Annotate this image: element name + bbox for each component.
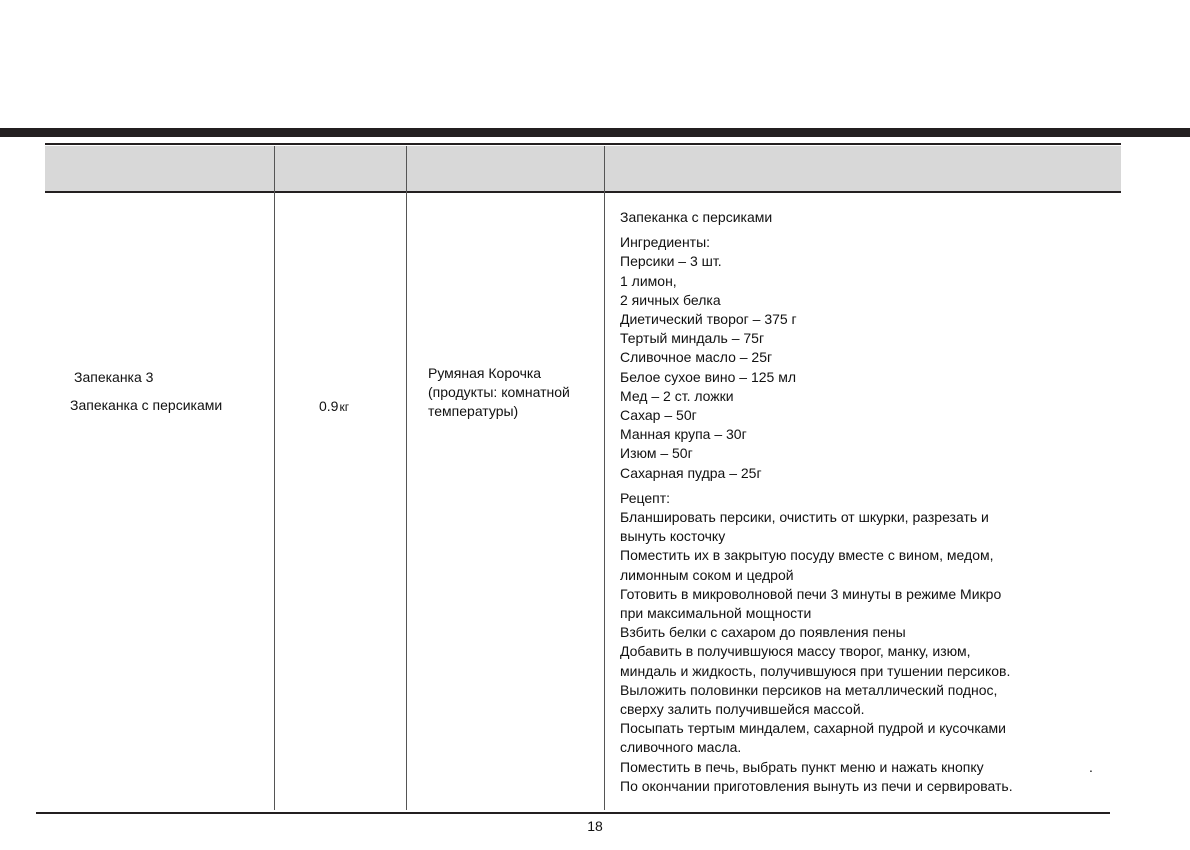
page-number: 18 [587, 818, 603, 834]
page-header-bar [0, 128, 1190, 137]
trailing-mark: . [1089, 759, 1093, 775]
mode-line: Румяная Корочка [428, 365, 542, 381]
recipe-text [620, 208, 1013, 796]
column-divider [604, 146, 605, 810]
recipe-step: Поместить в печь, выбрать пункт меню и нажать кнопку [620, 758, 984, 775]
recipe-step: Поместить их в закрытую посуду вместе с вином, медом, [620, 547, 994, 564]
dish-name: Запеканка с персиками [70, 397, 223, 413]
ingredient-item: Персики – 3 шт. [620, 253, 722, 270]
table-top-border [45, 143, 1121, 145]
mode-line: (продукты: комнатной [428, 384, 570, 400]
recipe-step: Выложить половинки персиков на металлический поднос, [620, 681, 998, 698]
recipe-step: сливочного масла. [620, 739, 742, 756]
recipe-step: Добавить в получившуюся массу творог, манку, изюм, [620, 643, 971, 660]
weight-cell [319, 397, 349, 417]
dish-code: Запеканка 3 [74, 369, 154, 385]
steps-label: Рецепт: [620, 489, 671, 506]
recipe-step: Готовить в микроволновой печи 3 минуты в режиме Микро [620, 585, 1002, 602]
ingredient-item: Тертый миндаль – 75г [620, 330, 765, 347]
recipe-step: По окончании приготовления вынуть из печи и сервировать. [620, 777, 1013, 794]
recipe-step: Взбить белки с сахаром до появления пены [620, 624, 906, 641]
ingredient-item: Сахарная пудра – 25г [620, 464, 762, 481]
weight-value: 0.9 [319, 398, 339, 414]
column-divider [274, 146, 275, 810]
recipe-step: Бланшировать персики, очистить от шкурки, разрезать и [620, 509, 989, 526]
ingredient-item: 1 лимон, [620, 272, 677, 289]
recipe-step: миндаль и жидкость, получившуюся при тушении персиков. [620, 662, 1011, 679]
ingredient-item: Сахар – 50г [620, 407, 697, 424]
footer-rule [36, 812, 1110, 814]
ingredient-item: Мед – 2 ст. ложки [620, 387, 734, 404]
ingredients-label: Ингредиенты: [620, 234, 711, 251]
recipe-step: лимонным соком и цедрой [620, 566, 794, 583]
recipe-title: Запеканка с персиками [620, 209, 773, 225]
weight-unit: кг [339, 400, 350, 414]
table-header-row [45, 146, 1121, 191]
recipe-step: сверху залить получившейся массой. [620, 701, 865, 718]
mode-line: температуры) [428, 403, 519, 419]
recipe-step: Посыпать тертым миндалем, сахарной пудрой и кусочками [620, 720, 1006, 737]
ingredient-item: 2 яичных белка [620, 291, 721, 308]
recipe-step: при максимальной мощности [620, 605, 812, 622]
ingredient-item: Сливочное масло – 25г [620, 349, 773, 366]
ingredient-item: Диетический творог – 375 г [620, 311, 797, 328]
recipe-step: вынуть косточку [620, 528, 726, 545]
ingredient-item: Белое сухое вино – 125 мл [620, 368, 796, 385]
column-divider [406, 146, 407, 810]
ingredient-item: Манная крупа – 30г [620, 426, 747, 443]
ingredient-item: Изюм – 50г [620, 445, 693, 462]
table-header-border [45, 191, 1121, 193]
